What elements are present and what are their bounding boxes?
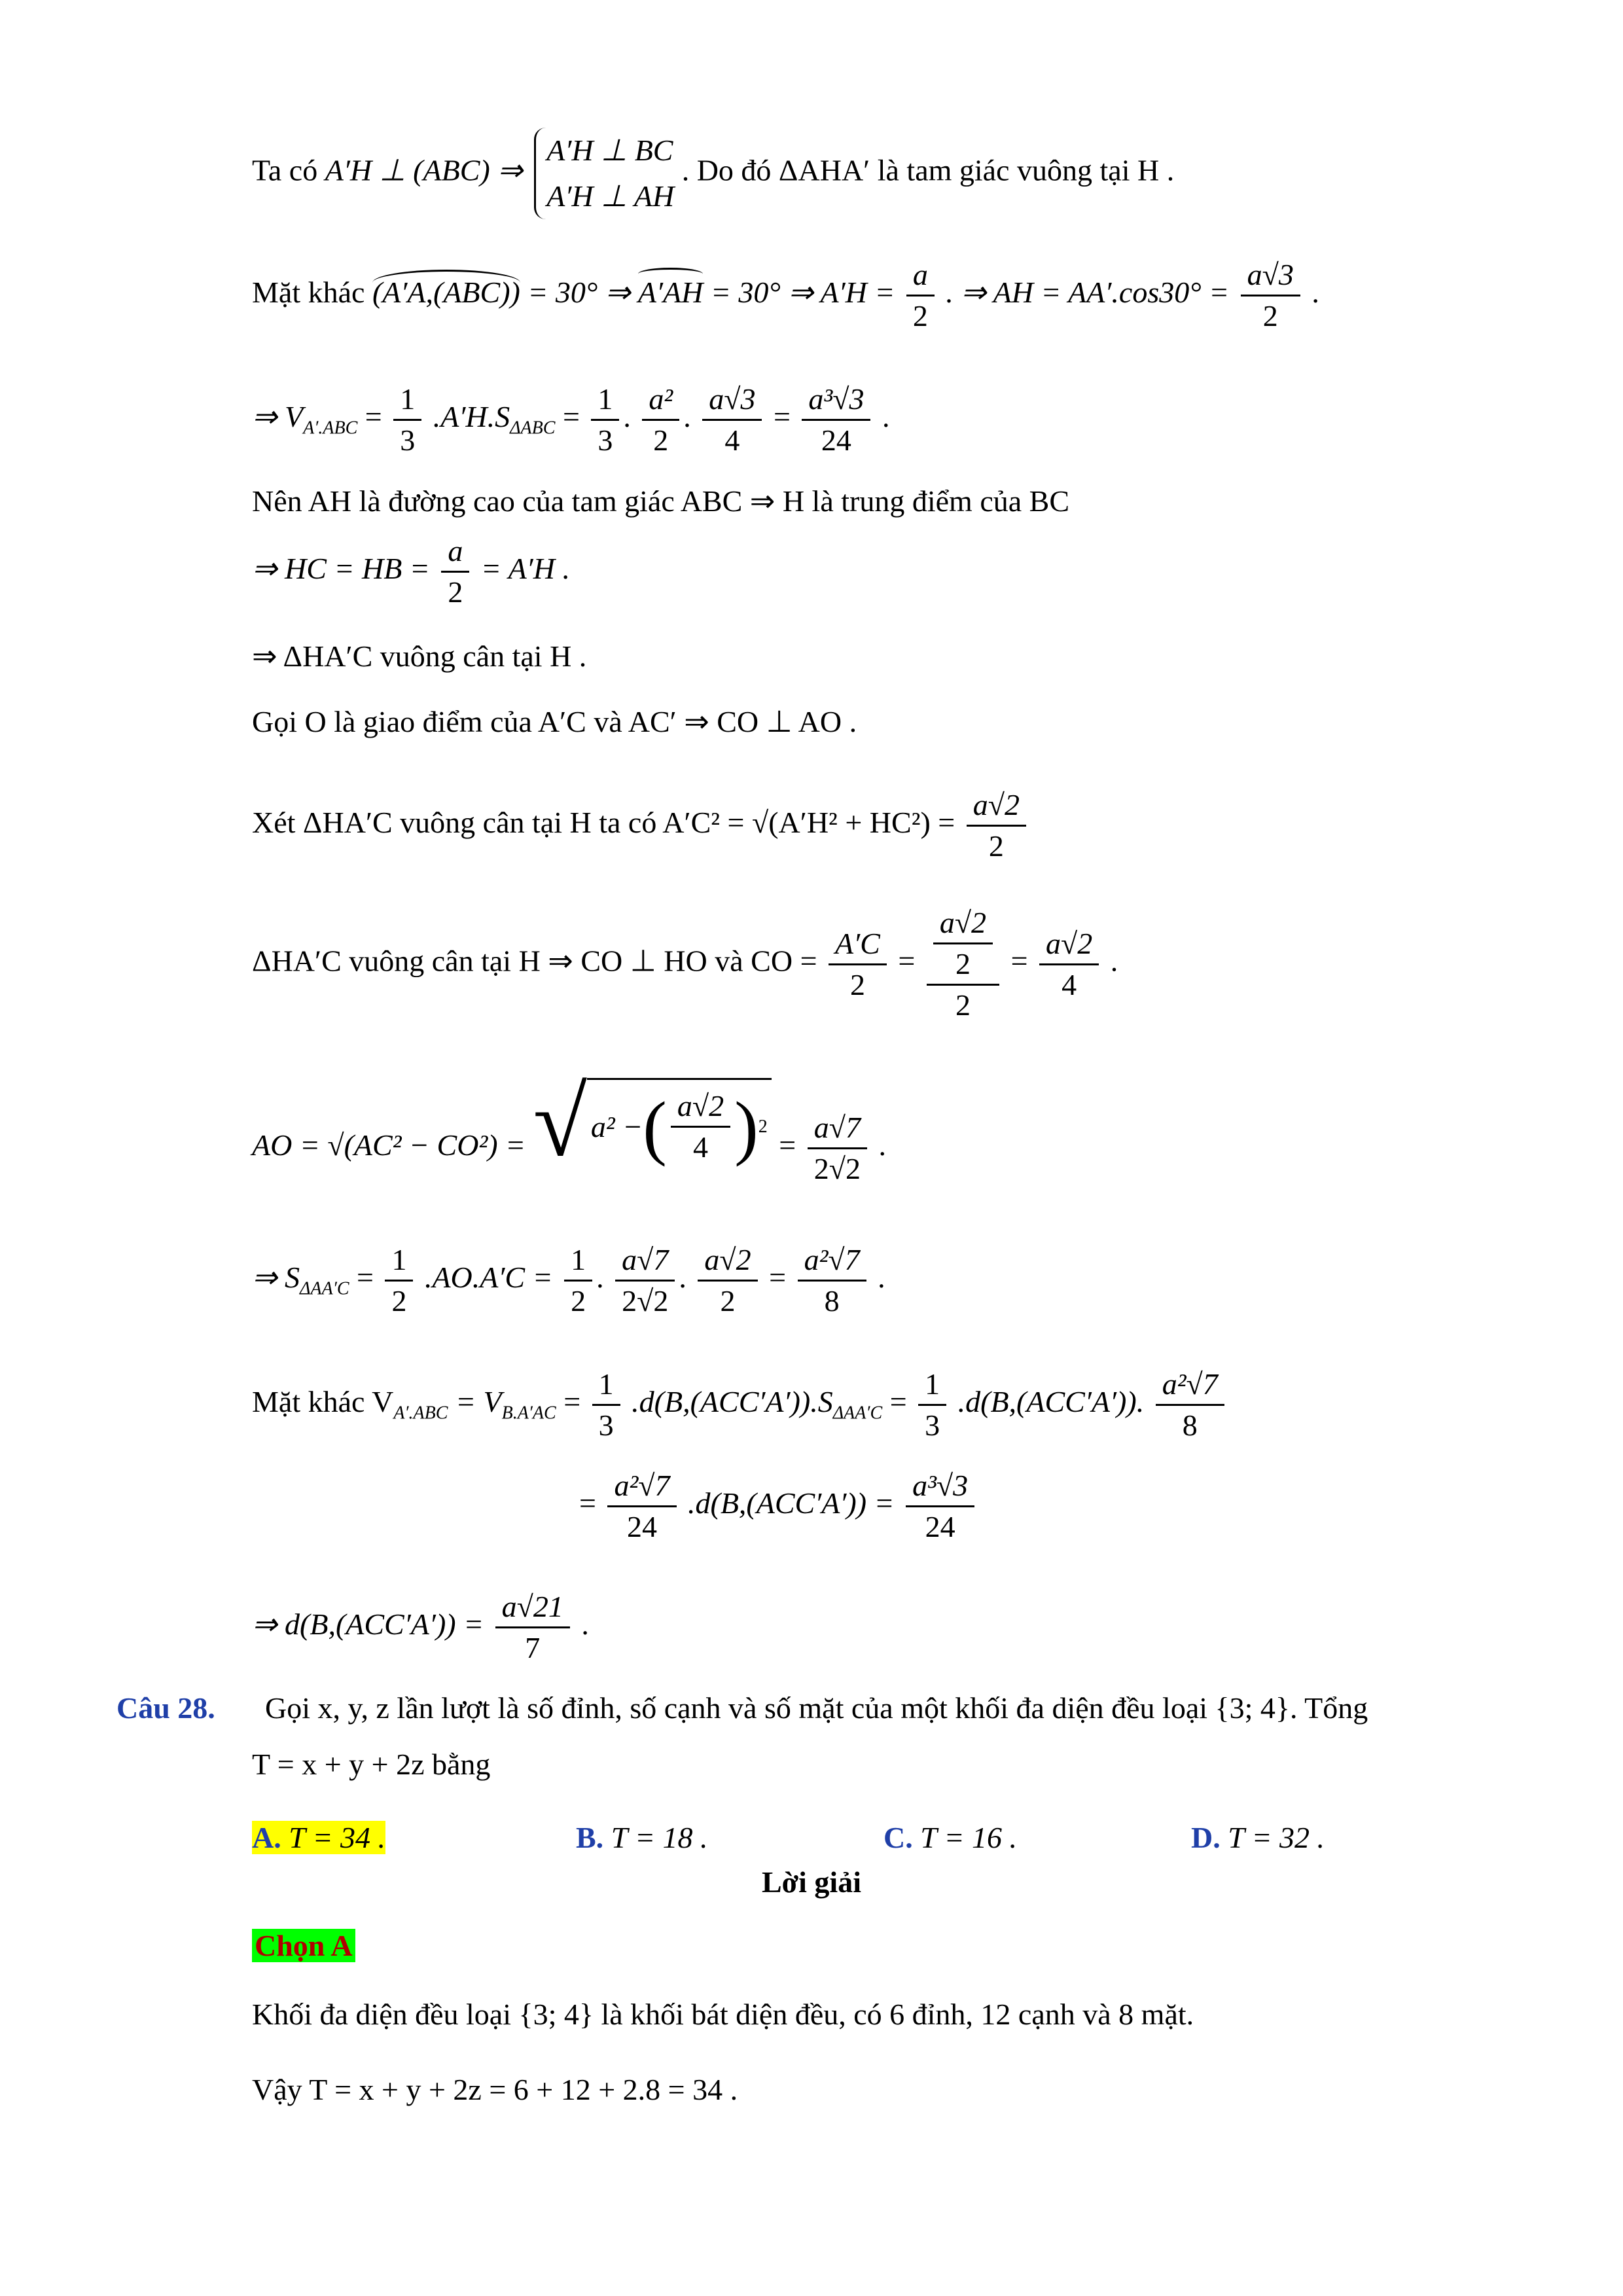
line-11: ⇒ $S_{\Delta AA'C}$ = $\frac{1}{2}$ .AO.A′C = $\frac{1}{2}$ . $\frac{a√7}{2√2}$ . $\frac{a√2}{2}$ = $\frac{\text{a²√7}}{8}$ . xyxy=(252,1240,885,1321)
line-5: ⇒ HC = HB = $\frac{a}{2}$ = A′H . xyxy=(252,531,570,612)
solution-title: Lời giải xyxy=(762,1865,861,1899)
chosen-answer: Chọn A xyxy=(252,1928,355,1964)
line-14: ⇒ d(B,(ACC′A′)) = $\frac{a√21}{7}$ . xyxy=(252,1587,589,1668)
choice-a[interactable]: A. T = 34 . xyxy=(252,1821,386,1854)
text: Mặt khác xyxy=(252,276,365,310)
fraction: $\frac{1}{2}$ xyxy=(385,1240,413,1321)
fraction: $\frac{\text{a²}}{2}$ xyxy=(642,380,679,460)
fraction: $\frac{1}{3}$ xyxy=(591,380,619,460)
fraction: $\frac{a}{2}$ xyxy=(906,255,935,336)
line-8: Xét ΔHA′C vuông cân tại H ta có A′C² = √(A′H² + HC²) = $\frac{a√2}{2}$ xyxy=(252,785,1030,866)
solution-line-2: Vậy T = x + y + 2z = 6 + 12 + 2.8 = 34 . xyxy=(252,2073,738,2106)
fraction: $\frac{a√3}{4}$ xyxy=(702,380,762,460)
fraction: $\frac{a√21}{7}$ xyxy=(495,1587,570,1668)
choice-c[interactable]: C. T = 16 . xyxy=(883,1821,1018,1854)
line-3: ⇒ $V_{A'.ABC}$ = $\frac{1}{3}$ $.A'H.S_{\Delta ABC}$ = $\frac{1}{3}$ . $\frac{\text{a²}}{2}$ . $\frac{a√3}{4}$ = $\frac{\text{a³√3}}{24}$ . xyxy=(252,380,889,460)
line-2: Mặt khác (A′A,(ABC)) = 30° ⇒ A′AH = 30° ⇒ A′H = $\frac{a}{2}$ . ⇒ AH = AA′.cos30° = $\frac{a√3}{2}$ . xyxy=(252,255,1319,336)
math: ⇒ V xyxy=(252,400,304,434)
fraction: $\frac{a√7}{2√2}$ xyxy=(808,1108,867,1189)
angle-hat: A′AH xyxy=(638,274,703,311)
solution-line-1: Khối đa diện đều loại {3; 4} là khối bát diện đều, có 6 đỉnh, 12 cạnh và 8 mặt. xyxy=(252,1998,1194,2031)
text: Ta có xyxy=(252,153,318,187)
fraction: $\frac{a}{2}$ xyxy=(441,531,469,612)
fraction: $\frac{a√2}{2}$ xyxy=(967,785,1026,866)
text: . Do đó ΔAHA′ là tam giác vuông tại H . xyxy=(681,153,1175,187)
fraction: $\frac{a√7}{2√2}$ xyxy=(615,1240,675,1321)
line-12: Mặt khác $V_{A'.ABC} = V_{B.A'AC}$ = $\frac{1}{3}$ $.d(B,(ACC'A')).S_{\Delta AA'C}$ = $\frac{1}{3}$ .d(B,(ACC′A′)). $\frac{\text{a²√7}}{8}$ xyxy=(252,1365,1228,1445)
fraction: $\frac{1}{3}$ xyxy=(393,380,421,460)
choice-b[interactable]: B. T = 18 . xyxy=(576,1821,708,1854)
fraction: $\frac{a√3}{2}$ xyxy=(1241,255,1300,336)
fraction: $\frac{1}{3}$ xyxy=(918,1365,946,1445)
math-expr: A′H ⊥ (ABC) ⇒ xyxy=(325,153,523,187)
fraction: $\frac{1}{3}$ xyxy=(592,1365,620,1445)
math: = 30° ⇒ xyxy=(527,276,631,310)
choice-d[interactable]: D. T = 32 . xyxy=(1191,1821,1325,1854)
line-10: AO = √(AC² − CO²) = √ a² − ( $\frac{a√2}{4}$ ) 2 = $\frac{a√7}{2√2}$ . xyxy=(252,1073,886,1189)
fraction: $\frac{a√2}{4}$ xyxy=(1039,924,1099,1005)
math: = 30° ⇒ A′H = xyxy=(710,276,895,310)
fraction: $\frac{a√2}{2}$ xyxy=(698,1240,757,1321)
system-brace xyxy=(534,128,674,219)
fraction: $\frac{A'C}{2}$ xyxy=(829,924,887,1005)
big-radical: √ a² − ( $\frac{a√2}{4}$ ) 2 xyxy=(533,1073,772,1172)
fraction: $\frac{\text{a³√3}}{24}$ xyxy=(906,1466,974,1547)
fraction: $\frac{\text{a²√7}}{8}$ xyxy=(798,1240,866,1321)
line-7: Gọi O là giao điểm của A′C và AC′ ⇒ CO ⊥ AO . xyxy=(252,705,857,738)
math: . ⇒ AH = AA′.cos30° = xyxy=(946,276,1230,310)
fraction: $\frac{1}{2}$ xyxy=(564,1240,592,1321)
fraction: $\frac{a√2}{4}$ xyxy=(671,1086,730,1167)
question-text-2: T = x + y + 2z bằng xyxy=(252,1748,491,1781)
question-label: Câu 28. xyxy=(116,1691,215,1725)
fraction: $\frac{\text{a²√7}}{8}$ xyxy=(1156,1365,1224,1445)
line-4: Nên AH là đường cao của tam giác ABC ⇒ H là trung điểm của BC xyxy=(252,484,1070,518)
system-row-1: A′H ⊥ BC xyxy=(546,134,673,167)
question-text-1: Gọi x, y, z lần lượt là số đỉnh, số cạnh và số mặt của một khối đa diện đều loại {3; 4}. Tổng xyxy=(265,1691,1368,1725)
line-9: ΔHA′C vuông cân tại H ⇒ CO ⊥ HO và CO = $\frac{A'C}{2}$ = $\frac{\frac{a√2}{2}}{2}$ = $\frac{a√2}{4}$ . xyxy=(252,903,1118,1025)
compound-fraction: $\frac{\frac{a√2}{2}}{2}$ xyxy=(927,903,999,1025)
angle-expr: (A′A,(ABC)) xyxy=(372,270,520,311)
line-6: ⇒ ΔHA′C vuông cân tại H . xyxy=(252,639,587,673)
fraction: $\frac{\text{a³√3}}{24}$ xyxy=(802,380,870,460)
line-13: = $\frac{\text{a²√7}}{24}$ .d(B,(ACC′A′)) = $\frac{\text{a³√3}}{24}$ xyxy=(579,1466,978,1547)
system-row-2: A′H ⊥ AH xyxy=(546,179,675,213)
line-1 xyxy=(252,128,1174,219)
fraction: $\frac{\text{a²√7}}{24}$ xyxy=(607,1466,676,1547)
